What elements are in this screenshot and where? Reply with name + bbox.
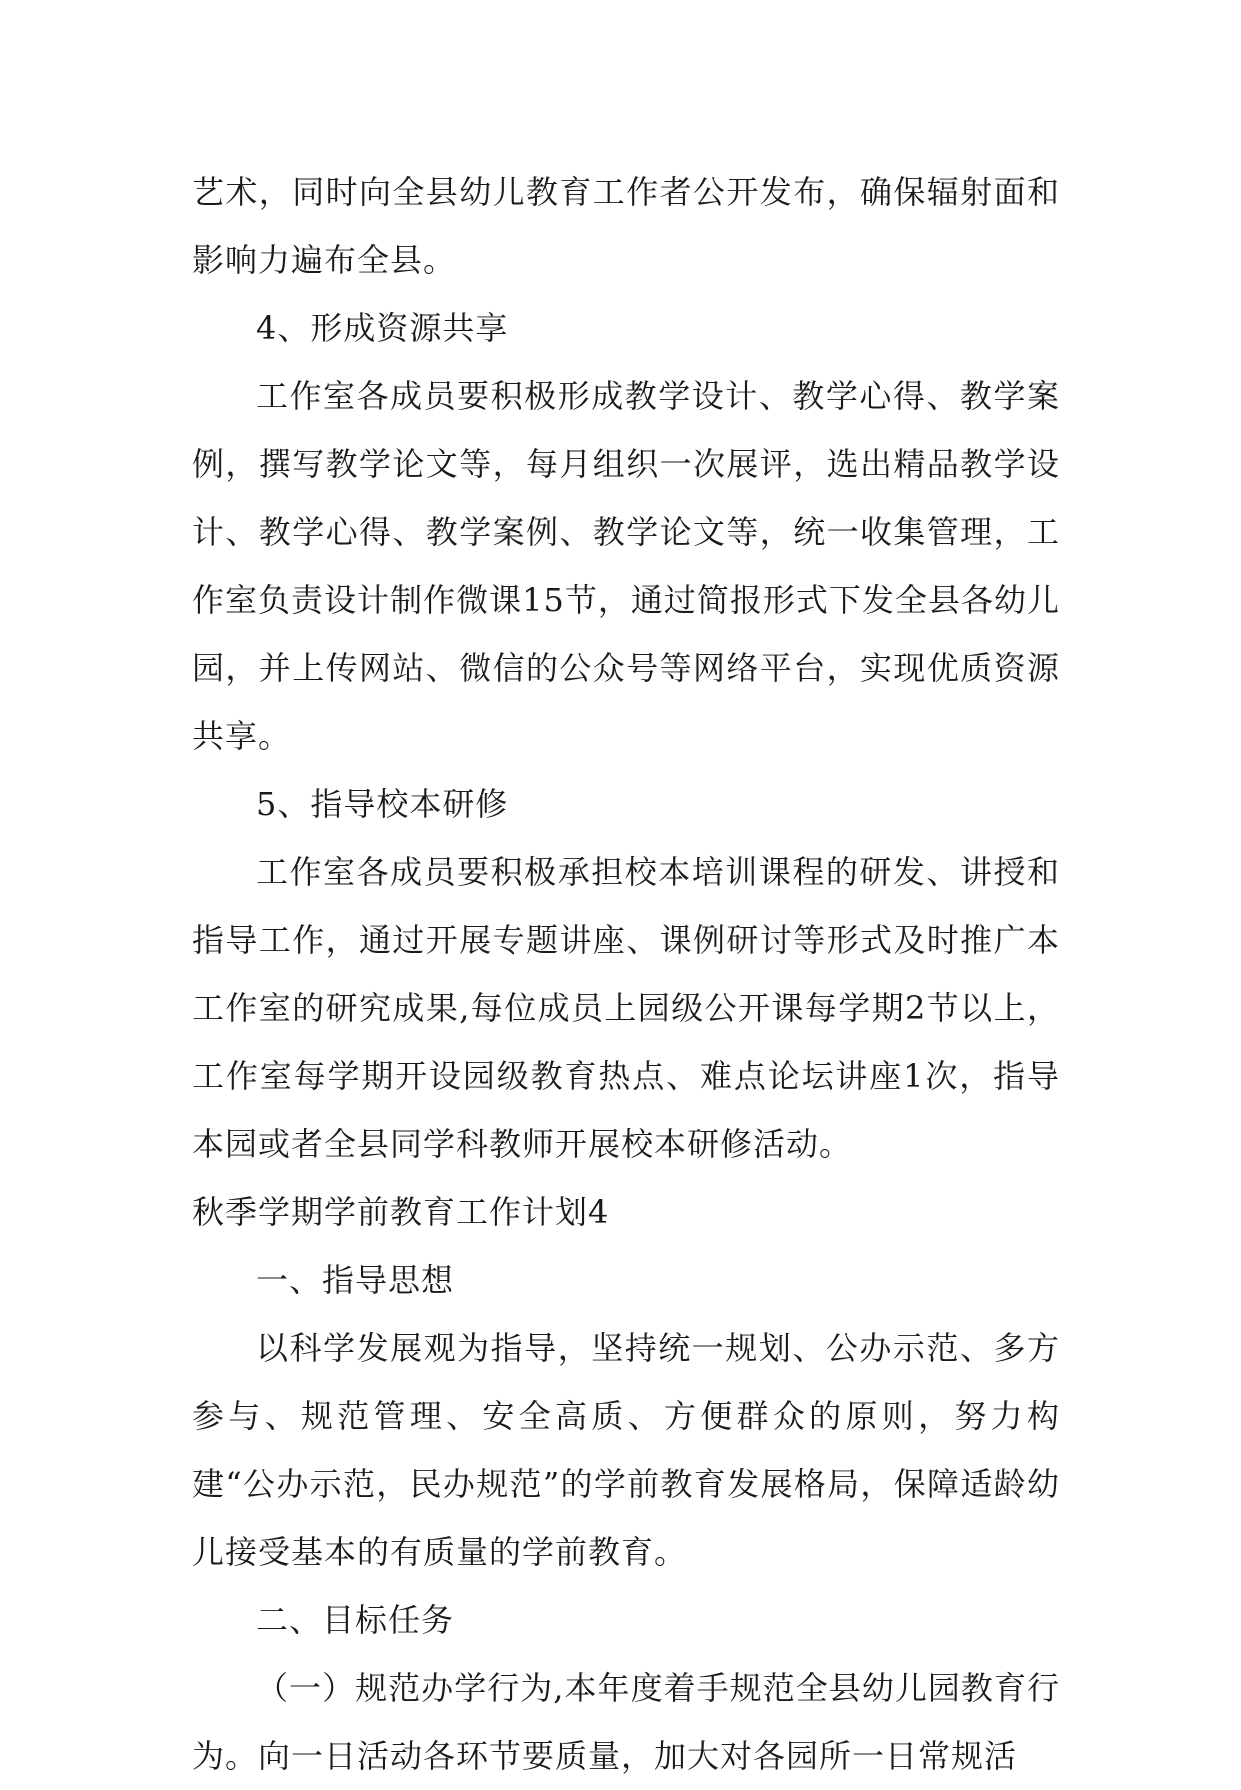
document-body [192,158,1060,1790]
section-heading-guiding-thought: 一、指导思想 [256,1261,455,1299]
document-section-title: 秋季学期学前教育工作计划4 [192,1193,610,1231]
paragraph-continued: 艺术，同时向全县幼儿教育工作者公开发布，确保辐射面和影响力遍布全县。 [192,173,1060,279]
paragraph-guiding-thought: 以科学发展观为指导，坚持统一规划、公办示范、多方参与、规范管理、安全高质、方便群众的原则，努力构建“公办示范，民办规范”的学前教育发展格局，保障适龄幼儿接受基本的有质量的学前教育。 [192,1329,1060,1571]
paragraph-resource-sharing: 工作室各成员要积极形成教学设计、教学心得、教学案例，撰写教学论文等，每月组织一次展评，选出精品教学设计、教学心得、教学案例、教学论文等，统一收集管理，工作室负责设计制作微课15节，通过简报形式下发全县各幼儿园，并上传网站、微信的公众号等网络平台，实现优质资源共享。 [192,377,1060,755]
paragraph-school-training: 工作室各成员要积极承担校本培训课程的研发、讲授和指导工作，通过开展专题讲座、课例研讨等形式及时推广本工作室的研究成果,每位成员上园级公开课每学期2节以上，工作室每学期开设园级教育热点、难点论坛讲座1次，指导本园或者全县同学科教师开展校本研修活动。 [192,853,1060,1163]
section-heading-resource-sharing: 4、形成资源共享 [256,309,509,347]
section-heading-school-training: 5、指导校本研修 [256,785,509,823]
paragraph-goals: （一）规范办学行为,本年度着手规范全县幼儿园教育行为。向一日活动各环节要质量，加大对各园所一日常规活 [192,1669,1060,1775]
section-heading-goals: 二、目标任务 [256,1601,455,1639]
